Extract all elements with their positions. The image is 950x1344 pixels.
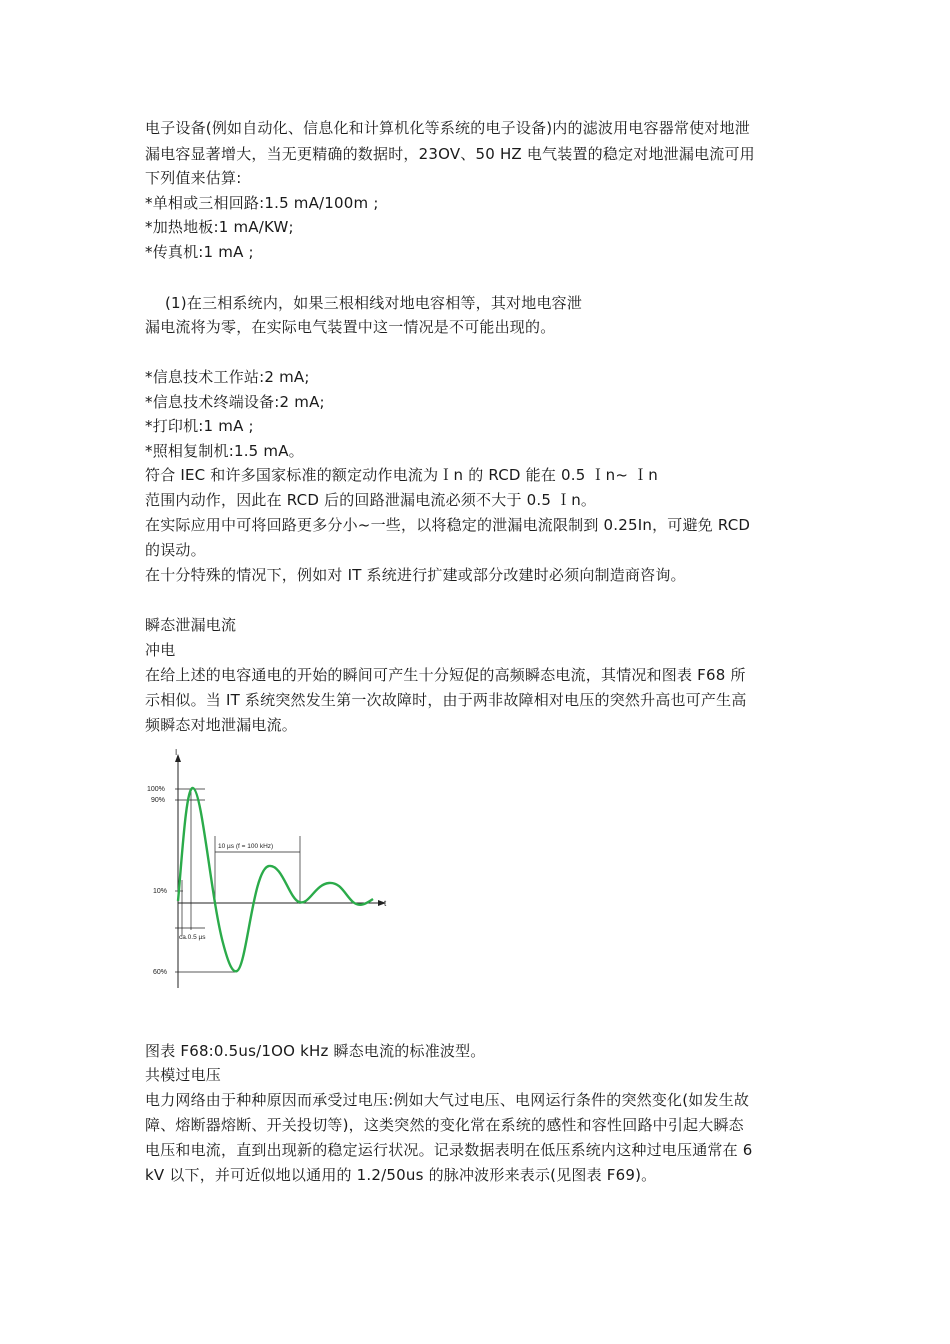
- period-label: 10 µs (f = 100 kHz): [218, 843, 274, 850]
- paragraph-line: 范围内动作，因此在 RCD 后的回路泄漏电流必须不大于 0.5 Ｉn。: [145, 491, 597, 509]
- section-heading: 瞬态泄漏电流: [145, 616, 237, 634]
- paragraph-line: 电压和电流，直到出现新的稳定运行状况。记录数据表明在低压系统内这种过电压通常在 6: [145, 1141, 753, 1159]
- paragraph-line: 的误动。: [145, 541, 206, 559]
- section-heading: 共模过电压: [145, 1066, 222, 1084]
- tick-label-100: 100%: [147, 786, 165, 793]
- tick-label-10: 10%: [153, 888, 168, 895]
- paragraph-line: 示相似。当 IT 系统突然发生第一次故障时，由于两非故障相对电压的突然升高也可产生高: [145, 691, 747, 709]
- waveform-figure: [145, 748, 395, 993]
- x-axis-label: t: [384, 899, 387, 908]
- list-item: *传真机:1 mA ;: [145, 243, 254, 261]
- list-item: *打印机:1 mA ;: [145, 417, 254, 435]
- tick-label-60: 60%: [153, 969, 168, 976]
- list-item: *信息技术工作站:2 mA;: [145, 368, 310, 386]
- list-item: *单相或三相回路:1.5 mA/100m ;: [145, 194, 379, 212]
- footnote-line: (1)在三相系统内，如果三根相线对地电容相等，其对地电容泄: [165, 294, 583, 312]
- tick-label-90: 90%: [151, 797, 166, 804]
- section-subheading: 冲电: [145, 641, 176, 659]
- y-axis-label: I: [175, 748, 178, 757]
- paragraph-line: 障、熔断器熔断、开关投切等)，这类突然的变化常在系统的感性和容性回路中引起大瞬态: [145, 1116, 744, 1134]
- paragraph-line: 符合 IEC 和许多国家标准的额定动作电流为Ｉn 的 RCD 能在 0.5 Ｉn~ Ｉn: [145, 466, 658, 484]
- paragraph-line: 在十分特殊的情况下，例如对 IT 系统进行扩建或部分改建时必须向制造商咨询。: [145, 566, 686, 584]
- paragraph-line: 在实际应用中可将回路更多分小~一些，以将稳定的泄漏电流限制到 0.25In，可避免 RCD: [145, 516, 751, 534]
- list-item: *信息技术终端设备:2 mA;: [145, 393, 325, 411]
- paragraph-line: 电力网络由于种种原因而承受过电压:例如大气过电压、电网运行条件的突然变化(如发生故: [145, 1091, 750, 1109]
- paragraph-line: kV 以下，并可近似地以通用的 1.2/50us 的脉冲波形来表示(见图表 F69)。: [145, 1166, 657, 1184]
- paragraph-line: 漏电容显著增大，当无更精确的数据时，23OV、50 HZ 电气装置的稳定对地泄漏电流可用: [145, 145, 755, 163]
- paragraph-line: 频瞬态对地泄漏电流。: [145, 716, 298, 734]
- footnote-line: 漏电流将为零，在实际电气装置中这一情况是不可能出现的。: [145, 318, 556, 336]
- paragraph-line: 在给上述的电容通电的开始的瞬间可产生十分短促的高频瞬态电流，其情况和图表 F68 所: [145, 666, 746, 684]
- list-item: *照相复制机:1.5 mA。: [145, 442, 304, 460]
- waveform-curve: [178, 788, 373, 971]
- figure-caption: 图表 F68:0.5us/1OO kHz 瞬态电流的标准波型。: [145, 1042, 486, 1060]
- paragraph-line: 电子设备(例如自动化、信息化和计算机化等系统的电子设备)内的滤波用电容器常使对地泄: [145, 119, 750, 137]
- paragraph-line: 下列值来估算:: [145, 169, 242, 187]
- rise-label: ca.0.5 µs: [179, 934, 206, 941]
- list-item: *加热地板:1 mA/KW;: [145, 218, 294, 236]
